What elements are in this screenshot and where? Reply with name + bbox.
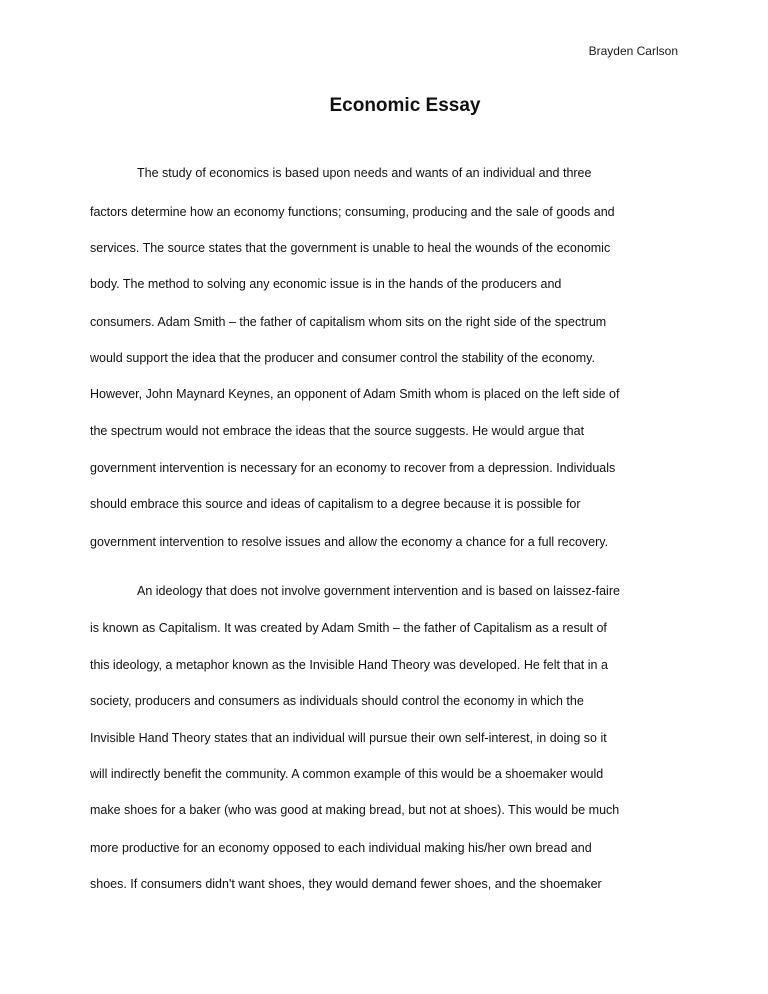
paragraph-1-line-7: However, John Maynard Keynes, an opponent of Adam Smith whom is placed on the left side of (90, 387, 620, 401)
paragraph-2-line-6: will indirectly benefit the community. A common example of this would be a shoemaker would (90, 767, 604, 781)
paragraph-2-line-4: society, producers and consumers as individuals should control the economy in which the (90, 694, 584, 708)
paragraph-1-line-2: factors determine how an economy functions; consuming, producing and the sale of goods and (90, 205, 615, 219)
paragraph-1-line-8: the spectrum would not embrace the ideas that the source suggests. He would argue that (90, 424, 585, 438)
paragraph-2-line-1: An ideology that does not involve government intervention and is based on laissez-faire (137, 584, 620, 598)
paragraph-2-line-9: shoes. If consumers didn't want shoes, they would demand fewer shoes, and the shoemaker (90, 877, 602, 891)
paragraph-1-line-5: consumers. Adam Smith – the father of capitalism whom sits on the right side of the spectrum (90, 315, 607, 329)
paragraph-1-line-4: body. The method to solving any economic issue is in the hands of the producers and (90, 277, 562, 291)
paragraph-2-line-3: this ideology, a metaphor known as the Invisible Hand Theory was developed. He felt that in a (90, 658, 608, 672)
paragraph-1-line-11: government intervention to resolve issues and allow the economy a chance for a full recovery. (90, 535, 609, 549)
author-name: Brayden Carlson (588, 44, 678, 58)
paragraph-2-line-2: is known as Capitalism. It was created by Adam Smith – the father of Capitalism as a result of (90, 621, 607, 635)
paragraph-1-line-6: would support the idea that the producer and consumer control the stability of the economy. (90, 351, 595, 365)
paragraph-1-line-9: government intervention is necessary for an economy to recover from a depression. Individuals (90, 461, 616, 475)
paragraph-2-line-7: make shoes for a baker (who was good at making bread, but not at shoes). This would be much (90, 803, 620, 817)
paragraph-1-line-10: should embrace this source and ideas of capitalism to a degree because it is possible for (90, 497, 581, 511)
paragraph-2-line-8: more productive for an economy opposed to each individual making his/her own bread and (90, 841, 592, 855)
page-title: Economic Essay (329, 95, 481, 116)
paragraph-1-line-1: The study of economics is based upon needs and wants of an individual and three (137, 166, 592, 180)
paragraph-2-line-5: Invisible Hand Theory states that an individual will pursue their own self-interest, in doing so it (90, 731, 607, 745)
paragraph-1-line-3: services. The source states that the government is unable to heal the wounds of the economic (90, 241, 611, 255)
